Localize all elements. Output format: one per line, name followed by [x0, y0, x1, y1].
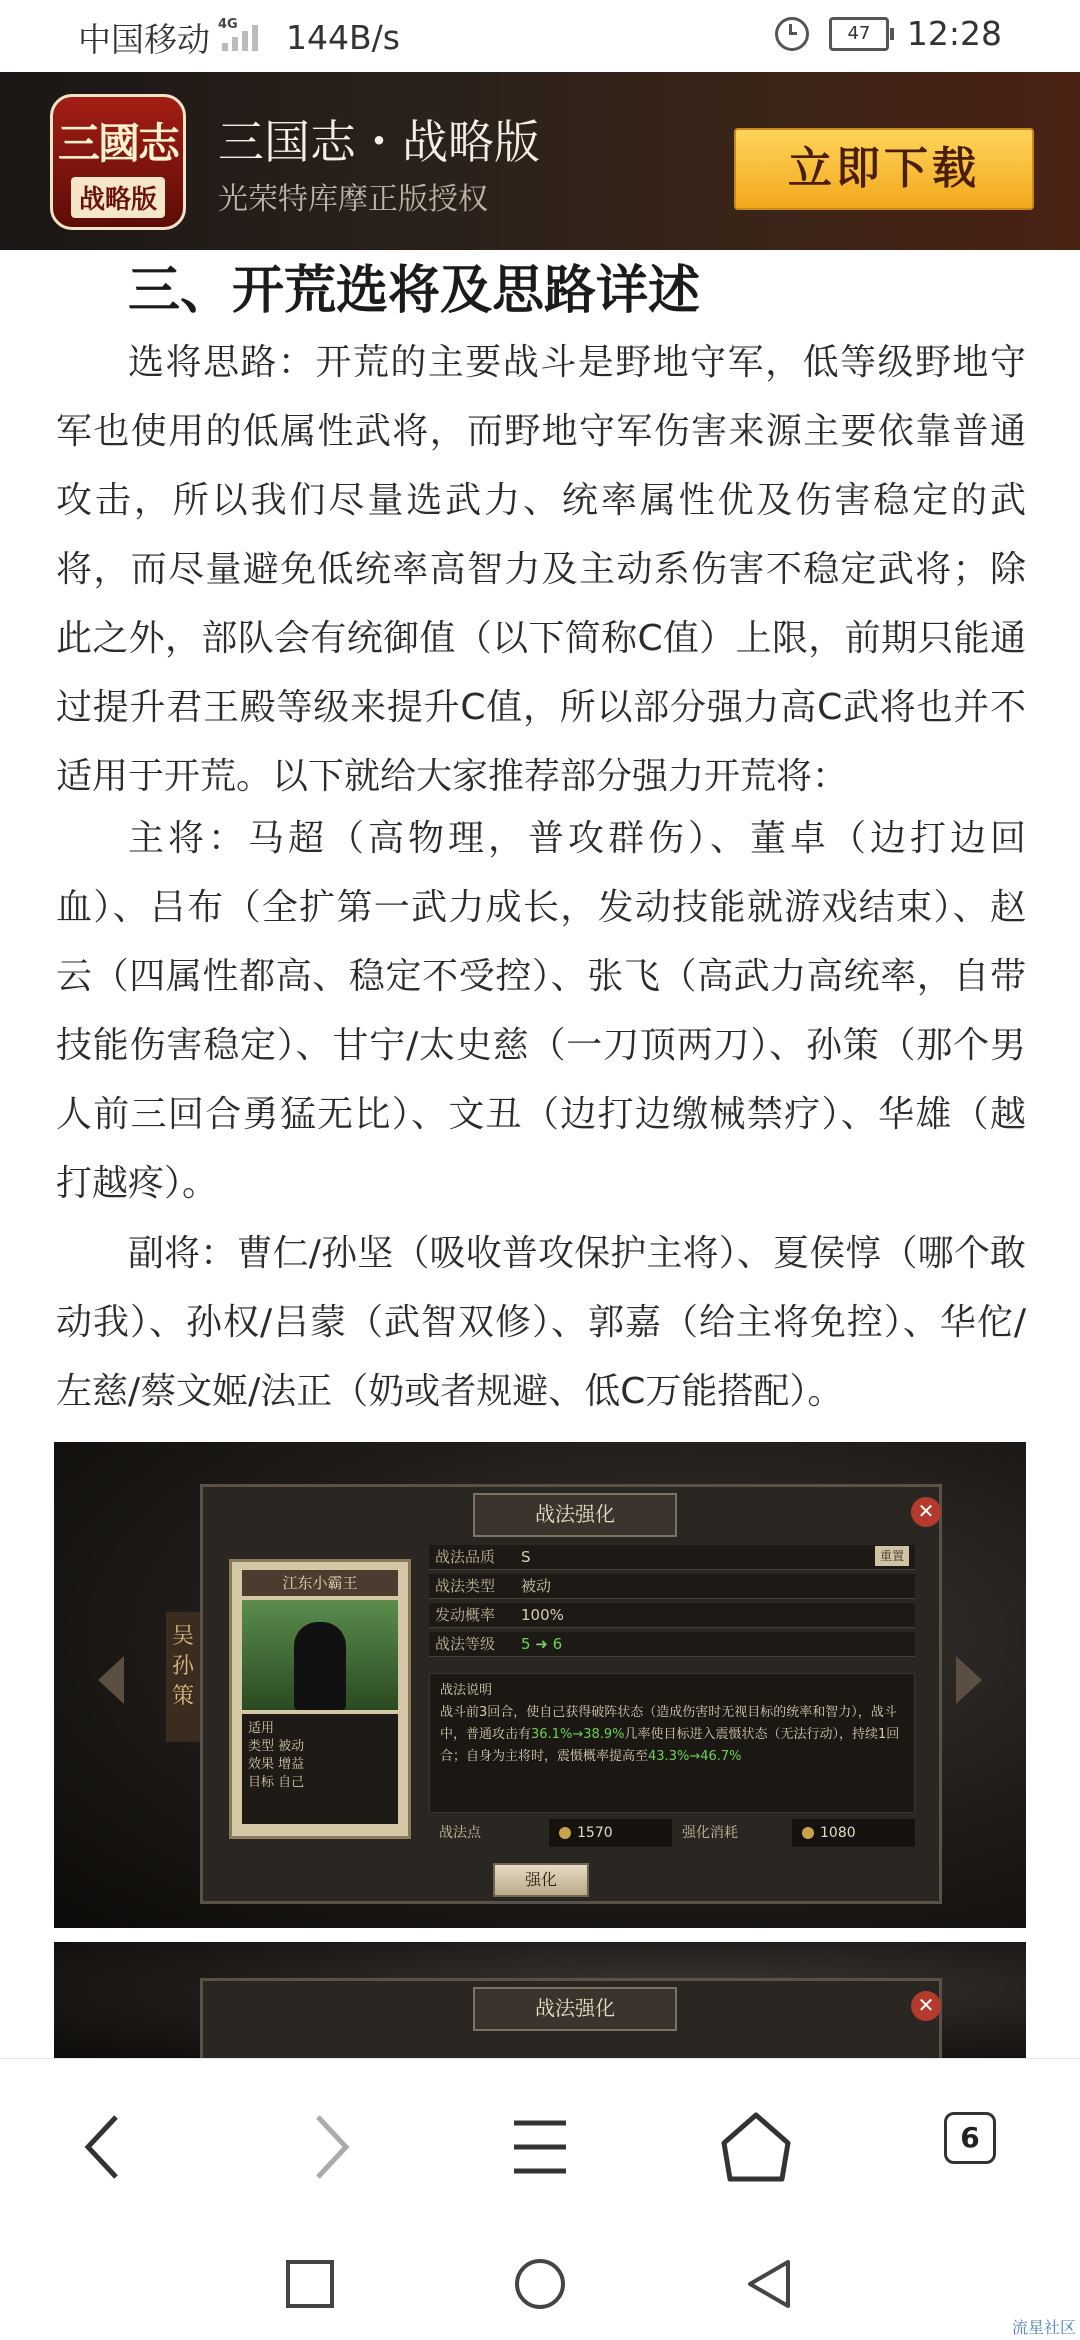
enhance-cost	[672, 1819, 915, 1847]
battery-icon: 47	[829, 17, 889, 51]
points-value-box	[549, 1819, 672, 1847]
enhance-button: 强化	[493, 1863, 589, 1897]
cost-value-box	[792, 1819, 915, 1847]
watermark: 流星社区	[1011, 2318, 1076, 2337]
card-info-line: 效果 增益	[248, 1757, 305, 1772]
app-subtitle: 光荣特库摩正版授权	[218, 182, 488, 217]
forward-button[interactable]	[288, 2107, 368, 2187]
desc-highlight: 43.3%→46.7%	[648, 1749, 742, 1764]
home-button[interactable]	[716, 2107, 796, 2187]
status-right	[775, 14, 1002, 53]
skill-enhance-dialog	[200, 1484, 942, 1904]
network-speed: 144B/s	[286, 18, 400, 57]
close-icon: ✕	[911, 1991, 941, 2021]
game-screenshot-image[interactable]	[54, 1442, 1026, 1928]
skill-attributes	[429, 1545, 915, 1661]
menu-icon	[500, 2107, 580, 2187]
desc-text: 几率使目标进入震慑状态（无法行动），持续1回合；自身为主将时，震慑概率提高至	[440, 1727, 900, 1764]
points-row	[429, 1819, 915, 1847]
status-bar	[0, 0, 1080, 72]
cost-label: 强化消耗	[682, 1825, 738, 1841]
attr-row	[429, 1545, 915, 1570]
coin-icon	[559, 1827, 571, 1839]
card-info-line: 目标 自己	[248, 1775, 305, 1790]
menu-button[interactable]	[500, 2107, 580, 2187]
skill-description	[429, 1673, 915, 1813]
points-label: 战法点	[439, 1825, 481, 1841]
card-info-line: 适用	[248, 1721, 275, 1736]
back-button[interactable]	[66, 2107, 146, 2187]
app-title: 三国志・战略版	[218, 115, 540, 169]
app-ad-banner[interactable]	[0, 72, 1080, 250]
status-left	[78, 14, 400, 61]
skill-enhance-dialog	[200, 1978, 942, 2062]
browser-toolbar	[0, 2058, 1080, 2225]
dialog-title: 战法强化	[473, 1493, 677, 1537]
clock: 12:28	[906, 14, 1002, 53]
card-info-line: 类型 被动	[248, 1739, 305, 1754]
attr-key: 战法品质	[435, 1548, 496, 1566]
card-name: 江东小霸王	[242, 1570, 398, 1596]
chevron-right-icon	[288, 2107, 368, 2187]
app-logo[interactable]	[50, 94, 186, 230]
back-triangle-icon[interactable]	[742, 2256, 798, 2312]
app-logo-title: 三國志	[57, 119, 178, 168]
attr-value: 100%	[521, 1606, 564, 1624]
close-icon: ✕	[911, 1497, 941, 1527]
network-type: 4G	[218, 16, 238, 32]
app-logo-subtitle: 战略版	[71, 177, 165, 218]
coin-icon	[802, 1827, 814, 1839]
reset-button: 重置	[875, 1546, 909, 1566]
system-nav-bar	[0, 2224, 1080, 2340]
desc-title: 战法说明	[440, 1683, 493, 1698]
attr-value: 被动	[521, 1577, 552, 1595]
home-circle-icon[interactable]	[512, 2256, 568, 2312]
desc-highlight: 36.1%→38.9%	[531, 1727, 625, 1742]
skill-card	[229, 1559, 411, 1839]
skill-points	[429, 1819, 672, 1847]
attr-row	[429, 1632, 915, 1657]
points-value: 1570	[577, 1825, 613, 1841]
chevron-left-icon	[66, 2107, 146, 2187]
next-arrow-icon	[956, 1656, 982, 1704]
desc-text: 战斗前3回合，使自己获得破阵状态（造成伤害时无视目标的统率和智力），战斗中，普通攻击有	[440, 1705, 897, 1742]
section-heading: 三、开荒选将及思路详述	[128, 261, 701, 321]
tabs-button[interactable]: 6	[944, 2112, 996, 2164]
card-info	[242, 1714, 398, 1824]
attr-value: S	[521, 1548, 531, 1566]
attr-row	[429, 1574, 915, 1599]
article-paragraph: 主将：马超（高物理，普攻群伤）、董卓（边打边回血）、吕布（全扩第一武力成长，发动技能就游戏结束）、赵云（四属性都高、稳定不受控）、张飞（高武力高统率，自带技能伤害稳定）、甘宁/太史慈（一刀顶两刀）、孙策（那个男人前三回合勇猛无比）、文丑（边打边缴械禁疗）、华雄（越打越疼）。	[56, 818, 1026, 1204]
carrier-label: 中国移动	[78, 20, 210, 59]
general-side-tag: 吴 孙策	[166, 1612, 200, 1742]
cost-value: 1080	[820, 1825, 856, 1841]
attr-row	[429, 1603, 915, 1628]
attr-value: 5 ➜ 6	[521, 1635, 563, 1653]
attr-key: 战法等级	[435, 1635, 496, 1653]
article-paragraph: 选将思路：开荒的主要战斗是野地守军，低等级野地守军也使用的低属性武将，而野地守军伤害来源主要依靠普通攻击，所以我们尽量选武力、统率属性优及伤害稳定的武将，而尽量避免低统率高智力及主动系伤害不稳定武将；除此之外，部队会有统御值（以下简称C值）上限，前期只能通过提升君王殿等级来提升C值，所以部分强力高C武将也并不适用于开荒。以下就给大家推荐部分强力开荒将：	[56, 342, 1026, 797]
signal-icon	[218, 16, 264, 53]
dialog-title: 战法强化	[473, 1987, 677, 2031]
download-button[interactable]: 立即下载	[734, 128, 1034, 210]
attr-key: 发动概率	[435, 1606, 496, 1624]
card-art	[242, 1600, 398, 1710]
alarm-icon	[775, 17, 809, 51]
recents-icon[interactable]	[282, 2256, 338, 2312]
attr-key: 战法类型	[435, 1577, 496, 1595]
home-icon	[716, 2107, 796, 2187]
article-paragraph: 副将：曹仁/孙坚（吸收普攻保护主将）、夏侯惇（哪个敢动我）、孙权/吕蒙（武智双修）、郭嘉（给主将免控）、华佗/左慈/蔡文姬/法正（奶或者规避、低C万能搭配）。	[56, 1233, 1026, 1412]
prev-arrow-icon	[98, 1656, 124, 1704]
game-screenshot-image-2[interactable]	[54, 1942, 1026, 2062]
